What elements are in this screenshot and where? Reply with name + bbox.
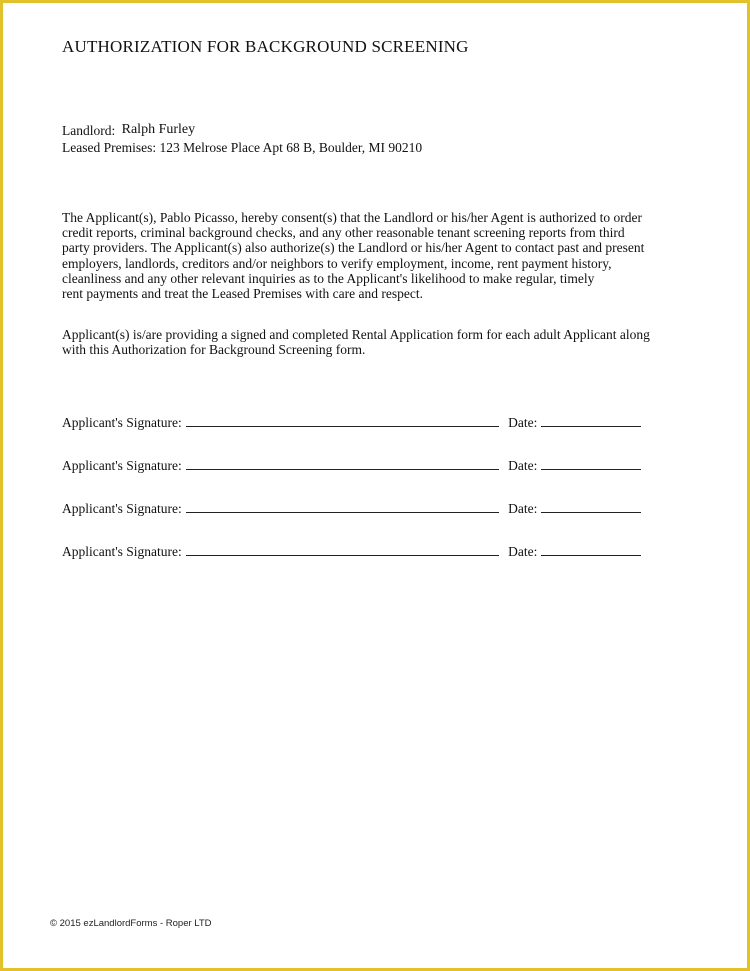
signature-field[interactable] [186,543,499,556]
date-label: Date: [508,501,538,516]
signature-field[interactable] [186,457,499,470]
premises-address-field[interactable]: 123 Melrose Place Apt 68 B, Boulder, MI 90210 [159,140,423,155]
signature-row [62,500,641,517]
signature-label: Applicant's Signature: [62,501,182,516]
paragraph-line: rent payments and treat the Leased Premises with care and respect. [62,286,423,302]
date-label: Date: [508,415,538,430]
premises-line [62,140,422,156]
application-paragraph [62,327,702,357]
signature-row [62,457,641,474]
date-field[interactable] [541,500,641,513]
date-field[interactable] [541,414,641,427]
premises-label: Leased Premises: [62,140,157,155]
document-title: AUTHORIZATION FOR BACKGROUND SCREENING [62,37,469,56]
paragraph-line: Applicant(s) is/are providing a signed and completed Rental Application form for each adult Applicant along [62,327,650,342]
date-field[interactable] [541,457,641,470]
landlord-line [62,123,195,140]
signature-label: Applicant's Signature: [62,544,182,559]
date-field[interactable] [541,543,641,556]
date-label: Date: [508,544,538,559]
consent-paragraph [62,210,702,301]
paragraph-line: with this Authorization for Background Screening form. [62,342,366,358]
paragraph-line: party providers. The Applicant(s) also authorize(s) the Landlord or his/her Agent to contact past and present [62,240,645,256]
signature-field[interactable] [186,414,499,427]
paragraph-line: cleanliness and any other relevant inquiries as to the Applicant's likelihood to make regular, timely [62,270,595,286]
signature-label: Applicant's Signature: [62,458,182,473]
signature-row [62,543,641,560]
signature-row [62,414,641,431]
copyright-footer: © 2015 ezLandlordForms - Roper LTD [50,918,212,929]
paragraph-line: The Applicant(s), Pablo Picasso, hereby consent(s) that the Landlord or his/her Agent is authorized to order [62,210,642,225]
landlord-name-field[interactable]: Ralph Furley [121,122,196,137]
paragraph-line: credit reports, criminal background checks, and any other reasonable tenant screening reports from third [62,225,625,241]
date-label: Date: [508,458,538,473]
paragraph-line: employers, landlords, creditors and/or neighbors to verify employment, income, rent payment history, [62,255,612,271]
landlord-label: Landlord: [62,123,116,138]
signature-field[interactable] [186,500,499,513]
signature-label: Applicant's Signature: [62,415,182,430]
